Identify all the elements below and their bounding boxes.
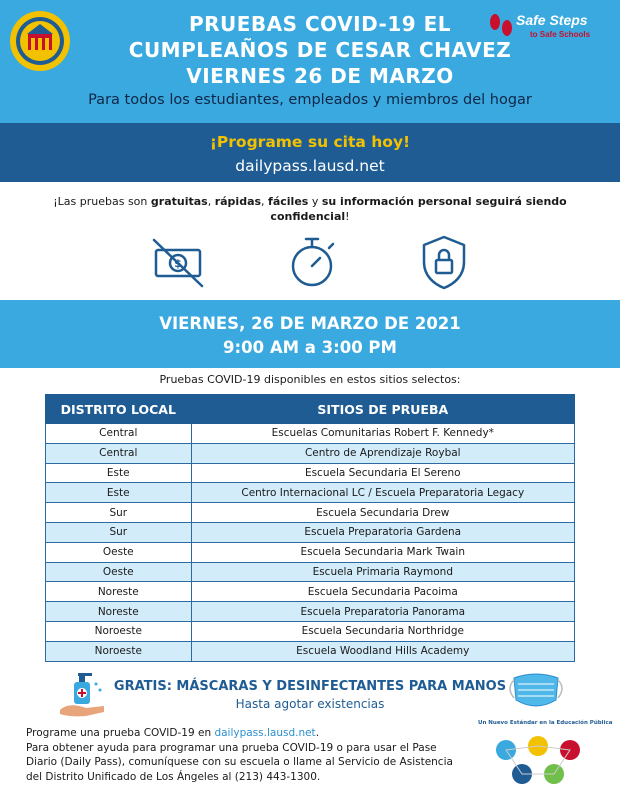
event-time: 9:00 AM a 3:00 PM [223,338,397,357]
site-cell: Escuela Secundaria Pacoima [191,582,574,602]
lock-shield-icon [414,232,474,292]
district-cell: Oeste [46,542,192,562]
district-cell: Oeste [46,562,192,582]
district-cell: Este [46,483,192,503]
site-cell: Escuela Preparatoria Gardena [191,522,574,542]
table-row [46,503,575,523]
sites-table [45,394,575,662]
table-header-row [46,395,575,424]
footer-link[interactable]: dailypass.lausd.net [214,727,316,739]
hand-sanitizer-icon [56,670,108,718]
intro-part: ! [345,210,350,223]
promo-subtitle: Hasta agotar existencias [235,697,385,711]
header-banner [0,0,620,123]
district-cell: Sur [46,503,192,523]
safe-steps-logo [486,12,612,48]
svg-text:$: $ [174,257,182,270]
site-cell: Escuelas Comunitarias Robert F. Kennedy* [191,424,574,444]
site-cell: Escuela Woodland Hills Academy [191,641,574,661]
district-cell: Este [46,463,192,483]
site-cell: Escuela Secundaria Drew [191,503,574,523]
footer-text [26,726,466,784]
table-row [46,443,575,463]
education-graphic-icon [486,730,590,788]
promo-title: GRATIS: MÁSCARAS Y DESINFECTANTES PARA MANOS [113,679,507,694]
intro-part: , [207,195,215,208]
table-row [46,522,575,542]
intro-bold-free: gratuitas [150,195,208,208]
table-row [46,602,575,622]
table-row [46,582,575,602]
site-cell: Centro Internacional LC / Escuela Preparatoria Legacy [191,483,574,503]
site-cell: Centro de Aprendizaje Roybal [191,443,574,463]
district-cell: Noreste [46,602,192,622]
title-line-3: VIERNES 26 DE MARZO [186,64,454,88]
table-row [46,562,575,582]
column-header-site: SITIOS DE PRUEBA [191,395,574,424]
table-row [46,424,575,444]
intro-part: ¡Las pruebas son [53,195,151,208]
intro-bold-confidential: su información personal seguirá siendo confidencial [270,195,567,223]
site-cell: Escuela Secundaria Northridge [191,621,574,641]
footer-intro: Programe una prueba COVID-19 en [26,727,215,739]
title-line-2: CUMPLEAÑOS DE CESAR CHAVEZ [128,38,512,62]
footer-help-text: Para obtener ayuda para programar una prueba COVID-19 o para usar el Pase Diario (Daily Pass), comuníquese con su escuela o llame al Servicio de Asistencia del Distrito Unificado de Los Ángeles al (213) 443-1300. [26,741,453,783]
title-line-1: PRUEBAS COVID-19 EL [188,12,452,36]
intro-part: , [261,195,269,208]
lausd-seal-icon [9,10,71,72]
intro-bold-easy: fáciles [268,195,309,208]
district-cell: Noroeste [46,621,192,641]
site-cell: Escuela Secundaria Mark Twain [191,542,574,562]
cta-url[interactable]: dailypass.lausd.net [235,157,385,175]
table-row [46,621,575,641]
table-row [46,641,575,661]
stopwatch-icon [282,232,342,292]
district-cell: Central [46,424,192,444]
footprints-icon [486,12,516,38]
table-row [46,463,575,483]
district-cell: Noroeste [46,641,192,661]
site-cell: Escuela Preparatoria Panorama [191,602,574,622]
face-mask-icon [506,668,566,714]
brand-name: Safe Steps [516,12,588,28]
district-cell: Noreste [46,582,192,602]
lausd-standard-logo [478,720,613,790]
column-header-district: DISTRITO LOCAL [46,395,192,424]
table-row [46,483,575,503]
site-cell: Escuela Secundaria El Sereno [191,463,574,483]
footer-period: . [315,727,320,739]
intro-bold-fast: rápidas [214,195,262,208]
table-row [46,542,575,562]
logo-tagline: Un Nuevo Estándar en la Educación Pública [478,720,613,726]
intro-part: y [308,195,322,208]
site-cell: Escuela Primaria Raymond [191,562,574,582]
no-cost-icon [148,232,208,292]
district-cell: Central [46,443,192,463]
cta-heading: ¡Programe su cita hoy! [209,133,411,151]
event-date: VIERNES, 26 DE MARZO DE 2021 [159,314,461,333]
intro-text [50,194,570,224]
brand-tagline: to Safe Schools [530,30,591,39]
district-cell: Sur [46,522,192,542]
sites-caption: Pruebas COVID-19 disponibles en estos sitios selectos: [159,373,461,386]
footer-line-1 [26,726,466,741]
cta-banner [0,123,620,182]
date-banner [0,300,620,368]
audience-subtitle: Para todos los estudiantes, empleados y miembros del hogar [88,92,532,108]
